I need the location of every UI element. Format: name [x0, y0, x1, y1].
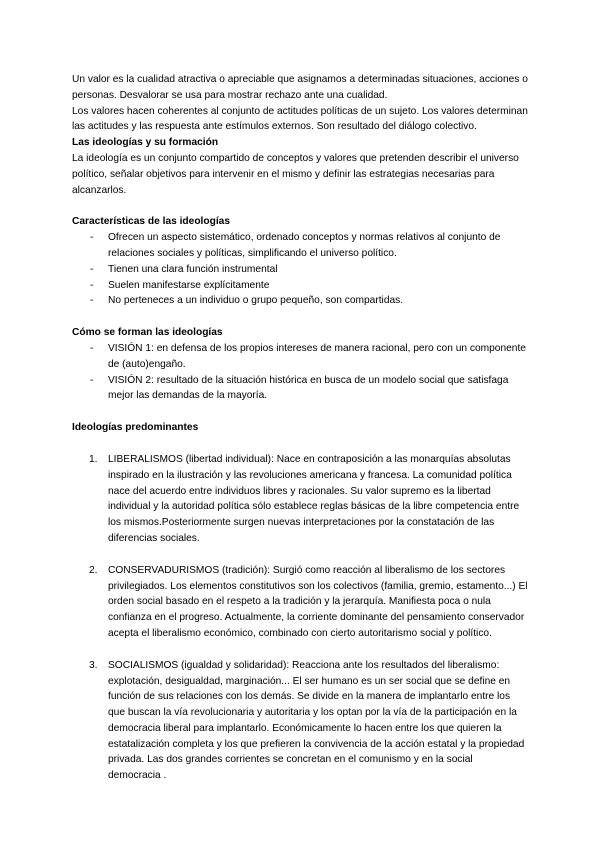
ideologias-paragraph: La ideología es un conjunto compartido de conceptos y valores que pretenden describir el universo político, señalar objetivos para intervenir en el mismo y definir las estrategias necesarias para alcanzarlos. — [72, 152, 519, 196]
intro-paragraph-1: Un valor es la cualidad atractiva o apreciable que asignamos a determinadas situaciones, acciones o personas. Desvalorar se usa para mostrar rechazo ante una cualidad. — [72, 74, 528, 101]
item-text: SOCIALISMOS (igualdad y solidaridad): Reacciona ante los resultados del liberalismo: explotación, desigualdad, marginación... El ser humano es un ser social que se define en función de sus relaciones con los demás. Se divide en la manera de implantarlo entre los que buscan la vía revolucionaria y autoritaria y los optan por la vía de la participación en la democracia liberal para implantarlo. Económicamente lo hacen entre los que quieren la estatalización completa y los que prefieren la convivencia de la acción estatal y la propiedad privada. Las dos grandes corrientes se concretan en el comunismo y en la social democracia . — [108, 659, 525, 782]
predominantes-heading: Ideologías predominantes — [72, 422, 199, 434]
item-text: CONSERVADURISMOS (tradición): Surgió como reacción al liberalismo de los sectores privilegiados. Los elementos constitutivos son los colectivos (familia, gremio, estamento...) El orden social basado en el respeto a la tradición y la jerarquía. Manifiesta poca o nula confianza en el progreso. Actualmente, la corriente dominante del pensamiento conservador acepta el liberalismo económico, combinado con cierto autoritarismo social y político. — [108, 564, 528, 639]
ideologias-heading: Las ideologías y su formación — [72, 137, 219, 149]
como-heading: Cómo se forman las ideologías — [72, 327, 223, 339]
item-number: 2. — [89, 564, 98, 576]
list-item — [89, 658, 528, 784]
item-number: 3. — [89, 659, 98, 671]
predominantes-list — [72, 452, 528, 784]
intro-paragraph-2: Los valores hacen coherentes al conjunto de actitudes políticas de un sujeto. Los valores determinan las actitudes y las respuesta ante estímulos externos. Son resultado del diálogo colectivo. — [72, 105, 528, 133]
item-text: LIBERALISMOS (libertad individual): Nace en contraposición a las monarquías absolutas inspirado en la ilustración y las revoluciones americana y francesa. La comunidad política nace del acuerdo entre individuos libres y racionales. Su valor supremo es la libertad individual y la autoridad política sólo establece reglas básicas de la libre competencia entre los mismos.Posteriormente surgen nuevas interpretaciones por la constatación de las diferencias sociales. — [108, 453, 520, 544]
caracteristicas-list — [72, 230, 528, 309]
item-number: 1. — [89, 453, 98, 465]
caracteristicas-heading: Características de las ideologías — [72, 216, 230, 228]
list-item: - VISIÓN 2: resultado de la situación histórica en busca de un modelo social que satisfaga mejor las demandas de la mayoría. — [108, 373, 528, 405]
list-item: - Ofrecen un aspecto sistemático, ordenado conceptos y normas relativos al conjunto de relaciones sociales y políticas, simplificando el universo político. — [108, 230, 528, 262]
list-item: - Tienen una clara función instrumental — [108, 262, 528, 278]
list-item: - Suelen manifestarse explícitamente — [108, 278, 528, 294]
list-item — [89, 452, 528, 547]
list-item: - VISIÓN 1: en defensa de los propios intereses de manera racional, pero con un componente de (auto)engaño. — [108, 341, 528, 373]
como-list — [72, 341, 528, 404]
list-item: - No perteneces a un individuo o grupo pequeño, son compartidas. — [108, 293, 528, 309]
list-item — [89, 563, 528, 642]
